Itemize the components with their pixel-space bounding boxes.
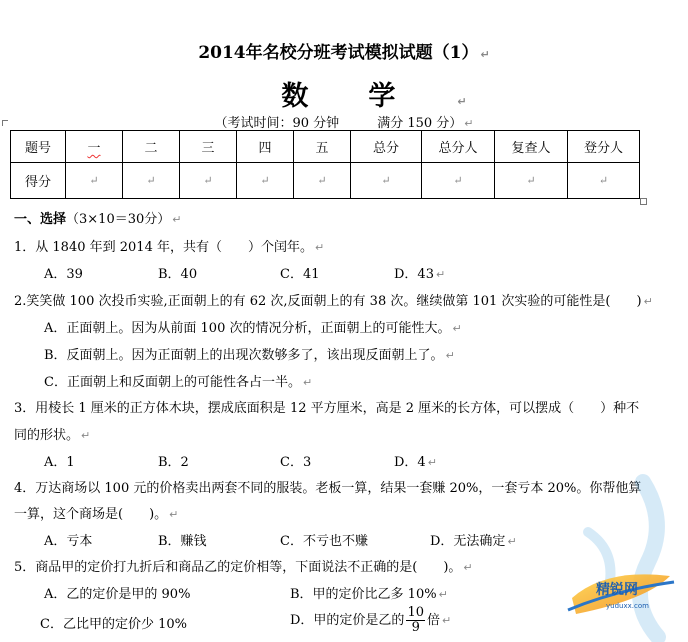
- subject-title: 数学 ↵: [281, 81, 467, 112]
- header-cell: 二: [123, 131, 180, 163]
- score-table: [10, 130, 640, 199]
- q2-option-a: A．正面朝上。因为从前面 100 次的情况分析，正面朝上的可能性大。 ↵: [44, 321, 462, 336]
- table-corner-marker: [640, 198, 647, 205]
- q5-option-d: D．甲的定价是乙的 $\frac{10}{9}$ 倍 ↵: [290, 605, 452, 635]
- section-heading: 一、选择（3×10＝30分） ↵: [14, 212, 182, 227]
- header-cell: 总分: [351, 131, 422, 163]
- q1-option-d: D．43 ↵: [394, 267, 446, 282]
- header-cell: 四: [237, 131, 294, 163]
- score-cell: ↵: [568, 163, 640, 199]
- header-cell: 三: [180, 131, 237, 163]
- q4-option-c: C．不亏也不赚: [280, 534, 368, 549]
- score-cell: ↵: [495, 163, 568, 199]
- q4-option-d: D．无法确定 ↵: [430, 534, 517, 549]
- score-cell: ↵: [294, 163, 351, 199]
- exam-full-score: 满分 150 分）: [377, 116, 463, 131]
- header-cell: 一: [66, 131, 123, 163]
- site-logo: [566, 570, 676, 618]
- header-cell: 五: [294, 131, 351, 163]
- question-4-line-1: 4．万达商场以 100 元的价格卖出两套不同的服装。老板一算，结果一套赚 20%，一套亏本 20%。你帮他算: [14, 481, 642, 496]
- header-cell: 登分人: [568, 131, 640, 163]
- q2-option-b: B．反面朝上。因为正面朝上的出现次数够多了，该出现反面朝上了。 ↵: [44, 348, 455, 363]
- q3-option-d: D．4 ↵: [394, 455, 437, 470]
- header-cell: 总分人: [422, 131, 495, 163]
- q5-option-b: B．甲的定价比乙多 10% ↵: [290, 587, 448, 602]
- score-cell: ↵: [66, 163, 123, 199]
- q5-option-a: A．乙的定价是甲的 90%: [44, 587, 191, 602]
- fraction: $\frac{10}{9}$: [407, 605, 424, 635]
- question-4-line-2: 一算，这个商场是( )。 ↵: [14, 507, 179, 522]
- q3-option-b: B．2: [158, 455, 189, 470]
- score-cell: ↵: [180, 163, 237, 199]
- header-cell: 复查人: [495, 131, 568, 163]
- row-label-cell: 得分: [11, 163, 66, 199]
- question-1: 1．从 1840 年到 2014 年，共有（ ）个闰年。 ↵: [14, 240, 325, 255]
- q1-option-a: A．39: [44, 267, 83, 282]
- q4-option-b: B．赚钱: [158, 534, 207, 549]
- score-table-header-row: [11, 131, 640, 163]
- q5-option-c: C．乙比甲的定价少 10%: [40, 617, 187, 632]
- exam-time: （考试时间：90 分钟: [214, 116, 340, 131]
- exam-info: （考试时间：90 分钟 满分 150 分） ↵: [214, 116, 474, 131]
- question-3-line-2: 同的形状。 ↵: [14, 428, 91, 443]
- q2-option-c: C．正面朝上和反面朝上的可能性各占一半。 ↵: [44, 375, 313, 390]
- q3-option-c: C．3: [280, 455, 312, 470]
- question-2: 2.笑笑做 100 次投币实验,正面朝上的有 62 次,反面朝上的有 38 次。继续做第 101 次实验的可能性是( ) ↵: [14, 294, 653, 309]
- question-5: 5．商品甲的定价打九折后和商品乙的定价相等，下面说法不正确的是( )。 ↵: [14, 560, 473, 575]
- q1-option-b: B．40: [158, 267, 198, 282]
- svg-text:精锐网: 精锐网: [596, 582, 638, 598]
- q1-option-c: C．41: [280, 267, 320, 282]
- score-cell: ↵: [123, 163, 180, 199]
- exam-title: 2014年名校分班考试模拟试题（1） ↵: [198, 43, 490, 63]
- question-3-line-1: 3．用棱长 1 厘米的正方体木块，摆成底面积是 12 平方厘米，高是 2 厘米的长方体，可以摆成（ ）种不: [14, 401, 640, 416]
- score-table-score-row: [11, 163, 640, 199]
- q3-option-a: A．1: [44, 455, 75, 470]
- score-cell: ↵: [422, 163, 495, 199]
- q4-option-a: A．亏本: [44, 534, 93, 549]
- header-cell: 题号: [11, 131, 66, 163]
- score-cell: ↵: [351, 163, 422, 199]
- score-cell: ↵: [237, 163, 294, 199]
- svg-text:yuduxx.com: yuduxx.com: [606, 602, 649, 610]
